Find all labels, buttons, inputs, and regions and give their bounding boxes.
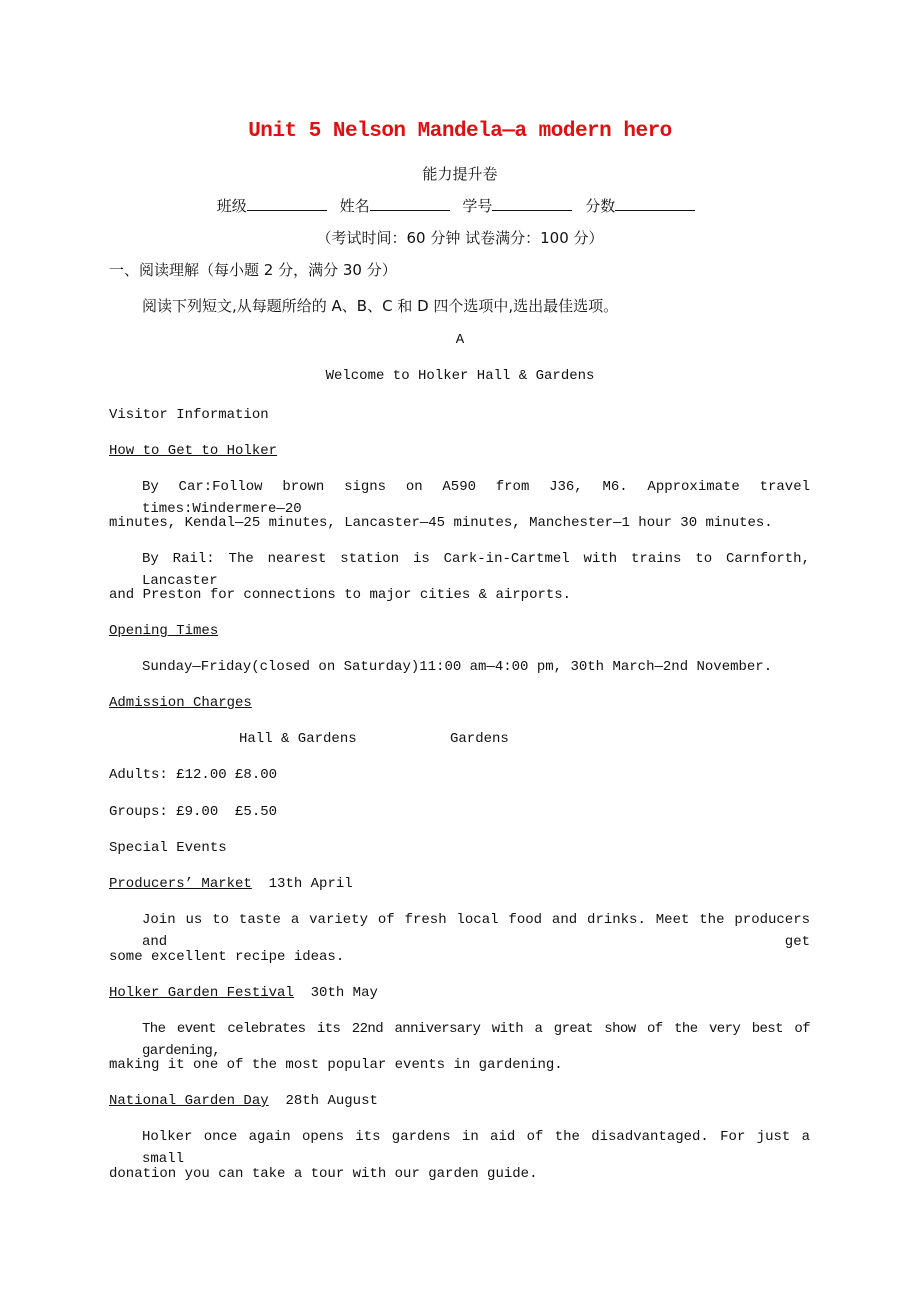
- subtitle: 能力提升卷: [422, 165, 498, 183]
- col-hall-gardens: Hall & Gardens: [239, 731, 357, 747]
- exam-info: （考试时间：60 分钟 试卷满分：100 分）: [316, 229, 604, 247]
- special-events-heading: Special Events: [109, 840, 227, 856]
- by-rail-text: By Rail: The nearest station is Cark-in-Cartmel with trains to Carnforth, Lancaster: [142, 551, 810, 589]
- event-description: The event celebrates its 22nd anniversary with a great show of the very best of gardening,: [142, 1021, 810, 1059]
- field-blank[interactable]: [492, 196, 572, 211]
- field-blank[interactable]: [615, 196, 695, 211]
- field-label: 学号: [462, 197, 493, 215]
- by-car-text: By Car:Follow brown signs on A590 from J36, M6. Approximate travel times:Windermere—20: [142, 479, 810, 517]
- page-title: Unit 5 Nelson Mandela—a modern hero: [248, 120, 672, 143]
- field-blank[interactable]: [247, 196, 327, 211]
- event-date: 28th August: [285, 1093, 378, 1109]
- by-car-text-cont: minutes, Kendal—25 minutes, Lancaster—45 minutes, Manchester—1 hour 30 minutes.: [109, 515, 773, 531]
- event-description-cont: making it one of the most popular events in gardening.: [109, 1057, 563, 1073]
- event-description-cont: donation you can take a tour with our garden guide.: [109, 1166, 538, 1182]
- event-description: Join us to taste a variety of fresh local food and drinks. Meet the producers and get: [142, 912, 810, 950]
- adults-price: Adults: £12.00 £8.00: [109, 767, 278, 783]
- col-gardens: Gardens: [450, 731, 509, 747]
- event-heading: [109, 982, 378, 1004]
- how-to-get-heading: How to Get to Holker: [109, 443, 278, 459]
- event-description: Holker once again opens its gardens in aid of the disadvantaged. For just a small: [142, 1129, 810, 1167]
- section-heading: 一、阅读理解（每小题 2 分，满分 30 分）: [109, 261, 397, 279]
- event-date: 30th May: [310, 985, 378, 1001]
- event-name: Holker Garden Festival: [109, 985, 294, 1001]
- instruction: 阅读下列短文,从每题所给的 A、B、C 和 D 四个选项中,选出最佳选项。: [142, 297, 619, 315]
- event-date: 13th April: [268, 876, 353, 892]
- passage-letter: A: [455, 332, 465, 348]
- visitor-info-heading: Visitor Information: [109, 407, 269, 423]
- passage-title: Welcome to Holker Hall & Gardens: [325, 368, 595, 384]
- event-name: National Garden Day: [109, 1093, 269, 1109]
- field-label: 姓名: [339, 197, 370, 215]
- by-rail-text-cont: and Preston for connections to major cities & airports.: [109, 587, 572, 603]
- field-label: 班级: [216, 197, 247, 215]
- field-label: 分数: [585, 197, 616, 215]
- event-heading: [109, 1090, 378, 1112]
- groups-price: Groups: £9.00 £5.50: [109, 804, 278, 820]
- event-name: Producers’ Market: [109, 876, 252, 892]
- opening-hours: Sunday—Friday(closed on Saturday)11:00 am—4:00 pm, 30th March—2nd November.: [142, 659, 773, 675]
- field-blank[interactable]: [370, 196, 450, 211]
- event-heading: [109, 873, 353, 895]
- event-description-cont: some excellent recipe ideas.: [109, 949, 345, 965]
- admission-heading: Admission Charges: [109, 695, 252, 711]
- opening-times-heading: Opening Times: [109, 623, 219, 639]
- student-fields: [0, 195, 920, 216]
